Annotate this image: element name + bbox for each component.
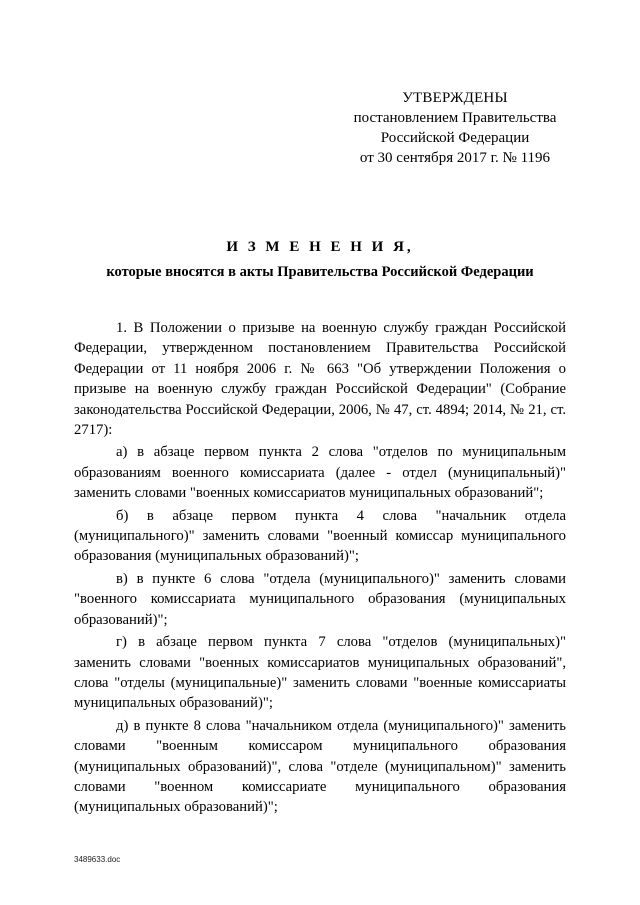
paragraph-b: б) в абзаце первом пункта 4 слова "начальник отдела (муниципального)" заменить словами "военный комиссар муниципального образования (муниципальных образований)";: [74, 507, 566, 565]
document-subtitle: которые вносятся в акты Правительства Российской Федерации: [106, 264, 534, 280]
approval-line-3: от 30 сентября 2017 г. № 1196: [359, 150, 551, 166]
document-body: [74, 318, 566, 820]
paragraph-d: д) в пункте 8 слова "начальником отдела (муниципального)" заменить словами "военным комиссаром муниципального образования (муниципальных образований)", слова "отделе (муниципальном)" заменить словами "военном комиссариате муниципального образования (муниципальных образований)";: [74, 717, 566, 816]
document-heading: [60, 237, 580, 282]
approval-block: [320, 88, 590, 168]
paragraph-g: г) в абзаце первом пункта 7 слова "отделов (муниципальных)" заменить словами "военных комиссариатов муниципальных образований", слова "отделы (муниципальные)" заменить словами "военные комиссариаты муниципальных образований)";: [74, 634, 566, 712]
paragraph-1: 1. В Положении о призыве на военную службу граждан Российской Федерации, утвержденном постановлением Правительства Российской Федерации от 11 ноября 2006 г. № 663 "Об утверждении Положения о призыве на военную службу граждан Российской Федерации" (Собрание законодательства Российской Федерации, 2006, № 47, ст. 4894; 2014, № 21, ст. 2717):: [74, 320, 566, 439]
paragraph-v: в) в пункте 6 слова "отдела (муниципального)" заменить словами "военного комиссариата муниципального образования (муниципальных образований)";: [74, 570, 566, 628]
approval-line-1: постановлением Правительства: [353, 110, 557, 126]
document-title: И З М Е Н Е Н И Я,: [226, 239, 414, 255]
approval-title: УТВЕРЖДЕНЫ: [402, 90, 508, 106]
paragraph-a: а) в абзаце первом пункта 2 слова "отделов по муниципальным образованиям военного комиссариата (далее - отдел (муниципальный)" заменить словами "военных комиссариатов муниципальных образований";: [74, 444, 566, 502]
approval-line-2: Российской Федерации: [380, 130, 530, 146]
footer-file-name: 3489633.doc: [74, 855, 121, 864]
